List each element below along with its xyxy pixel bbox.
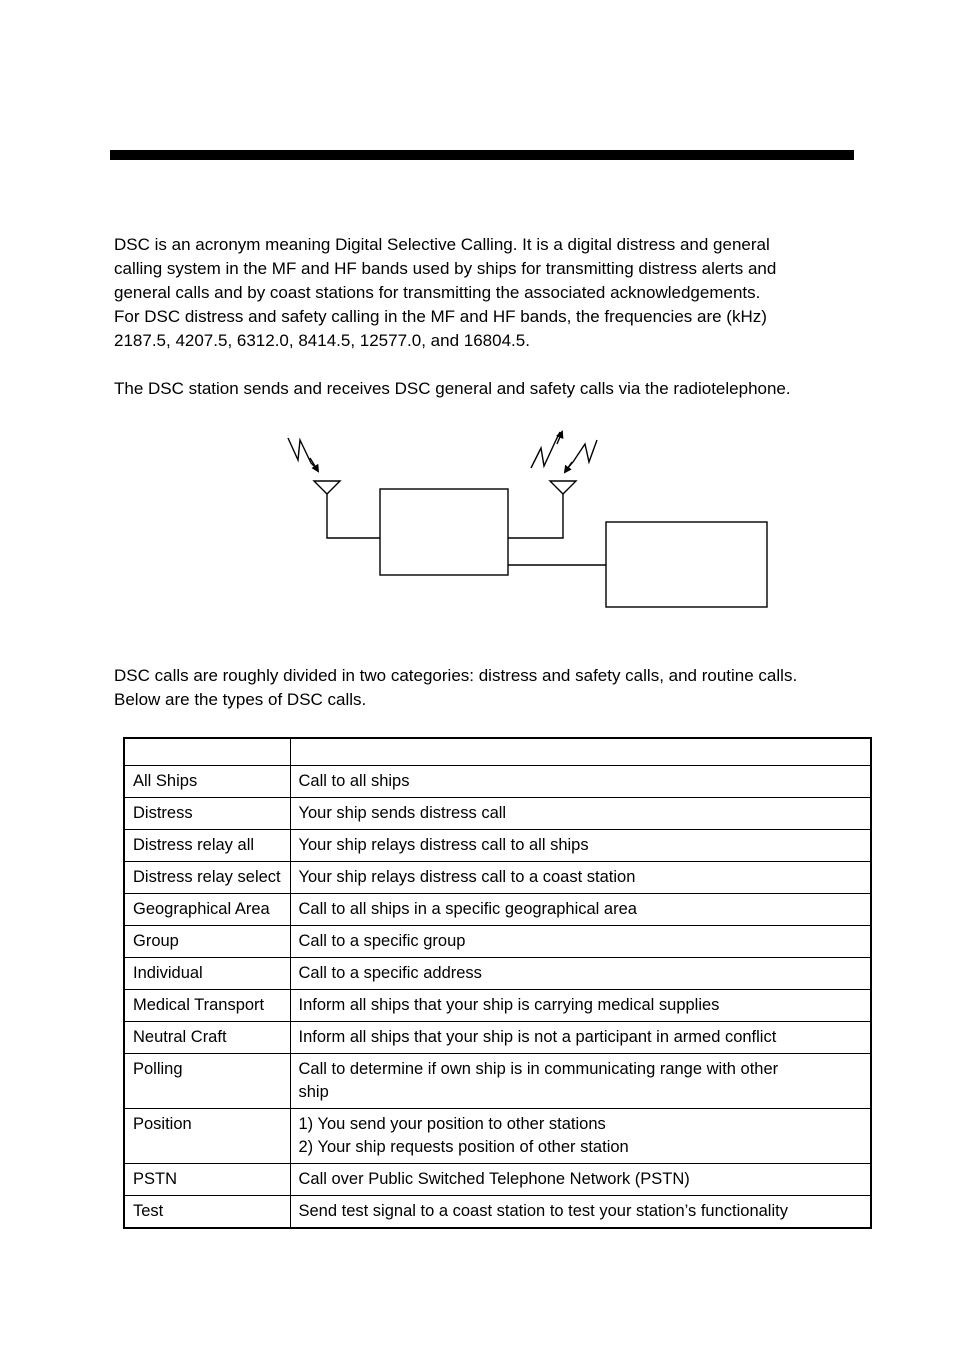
dsc-unit-box (380, 489, 508, 575)
station-line: The DSC station sends and receives DSC general and safety calls via the radiotelephone. (114, 379, 791, 398)
antenna-icon-right (550, 481, 576, 494)
intro-paragraph (114, 233, 864, 353)
table-row (124, 830, 871, 862)
call-description-cell (290, 958, 871, 990)
call-description-text: Your ship relays distress call to all ships (298, 836, 589, 854)
table-row (124, 798, 871, 830)
intro-line: general calls and by coast stations for transmitting the associated acknowledgements. (114, 283, 761, 302)
call-type-cell: Distress relay all (124, 830, 290, 862)
categories-paragraph (114, 664, 864, 712)
incoming-arrow-right (565, 462, 572, 472)
call-type-cell: Neutral Craft (124, 1022, 290, 1054)
call-description-cell (290, 766, 871, 798)
call-type-cell: Medical Transport (124, 990, 290, 1022)
call-description-cell (290, 830, 871, 862)
table-row (124, 894, 871, 926)
call-type-cell: All Ships (124, 766, 290, 798)
outgoing-arrow (557, 432, 562, 444)
call-description-text: 1) You send your position to other stations (298, 1115, 606, 1133)
dsc-call-types-table (123, 737, 872, 1229)
call-description-cell (290, 926, 871, 958)
call-description-cell (290, 1054, 871, 1109)
call-type-cell: Geographical Area (124, 894, 290, 926)
intro-line: calling system in the MF and HF bands used by ships for transmitting distress alerts and (114, 259, 777, 278)
incoming-signal-wave-left (288, 438, 318, 470)
intro-line: 2187.5, 4207.5, 6312.0, 8414.5, 12577.0, and 16804.5. (114, 331, 530, 350)
station-paragraph (114, 377, 864, 401)
call-type-cell: Distress relay select (124, 862, 290, 894)
call-description-text: Call to a specific group (298, 932, 466, 950)
call-description-cell (290, 1196, 871, 1229)
call-description-text: Inform all ships that your ship is not a participant in armed conflict (298, 1028, 777, 1046)
table-row (124, 990, 871, 1022)
call-type-cell: PSTN (124, 1164, 290, 1196)
table-row (124, 1022, 871, 1054)
call-description-text: Inform all ships that your ship is carrying medical supplies (298, 996, 720, 1014)
call-type-cell: Individual (124, 958, 290, 990)
antenna-mast-left (327, 494, 380, 538)
incoming-arrow-left (310, 458, 318, 471)
outgoing-signal-wave (531, 432, 560, 468)
call-description-cell (290, 1164, 871, 1196)
table-header-cell (124, 738, 290, 766)
call-type-cell: Group (124, 926, 290, 958)
call-description-text: Your ship relays distress call to a coast station (298, 868, 636, 886)
call-type-cell: Position (124, 1109, 290, 1164)
call-description-cell (290, 862, 871, 894)
call-type-cell: Test (124, 1196, 290, 1229)
call-description-text: Call to a specific address (298, 964, 482, 982)
table-row (124, 862, 871, 894)
incoming-signal-wave-right (566, 440, 597, 470)
call-description-cell (290, 894, 871, 926)
call-type-cell: Polling (124, 1054, 290, 1109)
call-description-text: Send test signal to a coast station to test your station’s functionality (298, 1202, 788, 1220)
table-row (124, 1164, 871, 1196)
antenna-mast-right (508, 494, 563, 538)
radiotelephone-box (606, 522, 767, 607)
table-row (124, 766, 871, 798)
chapter-title-rule (110, 150, 854, 160)
call-description-text: Call over Public Switched Telephone Network (PSTN) (298, 1170, 690, 1188)
categories-line: Below are the types of DSC calls. (114, 690, 367, 709)
table-row (124, 1054, 871, 1109)
call-description-text: ship (298, 1083, 329, 1101)
table-row (124, 926, 871, 958)
intro-line: DSC is an acronym meaning Digital Selective Calling. It is a digital distress and general (114, 235, 770, 254)
table-row (124, 1196, 871, 1229)
call-description-text: Call to all ships (298, 772, 410, 790)
intro-line: For DSC distress and safety calling in the MF and HF bands, the frequencies are (kHz) (114, 307, 767, 326)
antenna-icon-left (314, 481, 340, 494)
call-description-text: Your ship sends distress call (298, 804, 507, 822)
call-description-cell (290, 1022, 871, 1054)
call-type-cell: Distress (124, 798, 290, 830)
categories-line: DSC calls are roughly divided in two categories: distress and safety calls, and routine calls. (114, 666, 798, 685)
call-description-cell (290, 990, 871, 1022)
call-description-cell (290, 1109, 871, 1164)
table-header-cell (290, 738, 871, 766)
call-description-text: 2) Your ship requests position of other station (298, 1138, 629, 1156)
call-description-text: Call to all ships in a specific geographical area (298, 900, 637, 918)
table-header-row (124, 738, 871, 766)
call-description-text: Call to determine if own ship is in communicating range with other (298, 1060, 779, 1078)
table-row (124, 1109, 871, 1164)
table-row (124, 958, 871, 990)
call-description-cell (290, 798, 871, 830)
